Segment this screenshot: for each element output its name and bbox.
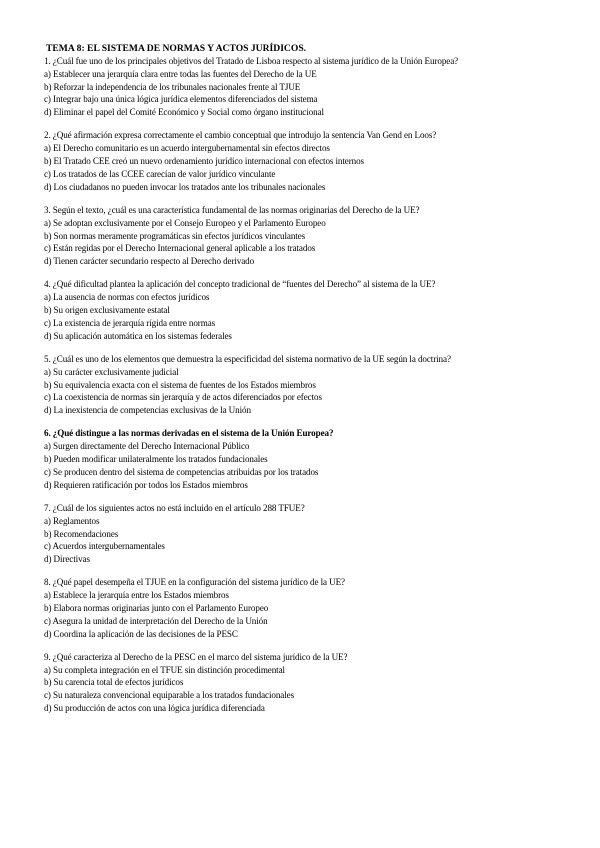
option-a: a) Se adoptan exclusivamente por el Consejo Europeo y el Parlamento Europeo: [44, 217, 326, 228]
option-d: d) Eliminar el papel del Comité Económico y Social como órgano institucional: [44, 107, 324, 118]
option-d: d) Requieren ratificación por todos los Estados miembros: [44, 479, 248, 490]
option-d: d) La inexistencia de competencias exclusivas de la Unión: [44, 405, 251, 416]
question-9: [44, 651, 579, 715]
question-text: 9. ¿Qué caracteriza al Derecho de la PESC en el marco del sistema jurídico de la UE?: [44, 651, 348, 662]
question-5: [44, 353, 579, 417]
question-text: 2. ¿Qué afirmación expresa correctamente el cambio conceptual que introdujo la sentencia Van Gend en Loos?: [44, 130, 437, 141]
option-d: d) Coordina la aplicación de las decisiones de la PESC: [44, 628, 238, 639]
option-b: b) Pueden modificar unilateralmente los tratados fundacionales: [44, 454, 268, 465]
document-title: TEMA 8: EL SISTEMA DE NORMAS Y ACTOS JURÍDICOS.: [46, 43, 307, 54]
option-a: a) Su carácter exclusivamente judicial: [44, 366, 179, 377]
question-text: 4. ¿Qué dificultad plantea la aplicación del concepto tradicional de “fuentes del Derecho” al sistema de la UE?: [44, 279, 436, 290]
option-c: c) Están regidas por el Derecho Internacional general aplicable a los tratados: [44, 243, 316, 254]
option-c: c) La coexistencia de normas sin jerarquía y de actos diferenciados por efectos: [44, 392, 322, 403]
option-a: a) Establece la jerarquía entre los Estados miembros: [44, 590, 229, 601]
option-d: d) Los ciudadanos no pueden invocar los tratados ante los tribunales nacionales: [44, 181, 326, 192]
question-text: 6. ¿Qué distingue a las normas derivadas en el sistema de la Unión Europea?: [44, 428, 334, 439]
question-2: [44, 129, 579, 193]
document-page: [44, 42, 579, 725]
option-a: a) Surgen directamente del Derecho Internacional Público: [44, 441, 250, 452]
option-b: b) Su carencia total de efectos jurídicos: [44, 677, 184, 688]
option-c: c) Los tratados de las CCEE carecían de valor jurídico vinculante: [44, 168, 276, 179]
option-c: c) Asegura la unidad de interpretación del Derecho de la Unión: [44, 615, 268, 626]
option-d: d) Su aplicación automática en los sistemas federales: [44, 330, 232, 341]
question-text: 8. ¿Qué papel desempeña el TJUE en la configuración del sistema jurídico de la UE?: [44, 577, 345, 588]
option-b: b) Reforzar la independencia de los tribunales nacionales frente al TJUE: [44, 81, 301, 92]
question-1: [44, 55, 579, 119]
option-c: c) Se producen dentro del sistema de competencias atribuidas por los tratados: [44, 466, 319, 477]
option-c: c) Integrar bajo una única lógica jurídica elementos diferenciados del sistema: [44, 94, 318, 105]
option-a: a) Su completa integración en el TFUE sin distinción procedimental: [44, 664, 285, 675]
question-4: [44, 278, 579, 342]
option-a: a) La ausencia de normas con efectos jurídicos: [44, 292, 210, 303]
option-b: b) Su origen exclusivamente estatal: [44, 305, 170, 316]
option-d: d) Su producción de actos con una lógica jurídica diferenciada: [44, 703, 265, 714]
question-text: 1. ¿Cuál fue uno de los principales objetivos del Tratado de Lisboa respecto al sistema jurídico de la Unión Europea?: [44, 56, 459, 66]
option-a: a) Reglamentos: [44, 515, 100, 526]
question-text: 5. ¿Cuál es uno de los elementos que demuestra la especificidad del sistema normativo de la UE según la doctrina?: [44, 353, 451, 364]
question-6: [44, 427, 579, 491]
option-a: a) Establecer una jerarquía clara entre todas las fuentes del Derecho de la UE: [44, 68, 317, 79]
option-c: c) Acuerdos intergubernamentales: [44, 541, 165, 552]
option-b: b) Son normas meramente programáticas sin efectos jurídicos vinculantes: [44, 230, 306, 241]
question-7: [44, 502, 579, 566]
option-d: d) Tienen carácter secundario respecto al Derecho derivado: [44, 256, 255, 267]
question-text: 3. Según el texto, ¿cuál es una característica fundamental de las normas originarias del Derecho de la UE?: [44, 204, 420, 215]
option-b: b) Elabora normas originarias junto con el Parlamento Europeo: [44, 602, 269, 613]
option-b: b) Recomendaciones: [44, 528, 119, 539]
question-3: [44, 204, 579, 268]
question-text: 7. ¿Cuál de los siguientes actos no está incluido en el artículo 288 TFUE?: [44, 502, 305, 513]
option-c: c) La existencia de jerarquía rígida entre normas: [44, 317, 216, 328]
question-8: [44, 576, 579, 640]
option-b: b) Su equivalencia exacta con el sistema de fuentes de los Estados miembros: [44, 379, 316, 390]
option-c: c) Su naturaleza convencional equiparable a los tratados fundacionales: [44, 690, 295, 701]
option-a: a) El Derecho comunitario es un acuerdo intergubernamental sin efectos directos: [44, 143, 330, 154]
option-d: d) Directivas: [44, 554, 90, 565]
option-b: b) El Tratado CEE creó un nuevo ordenamiento jurídico internacional con efectos internos: [44, 156, 364, 167]
